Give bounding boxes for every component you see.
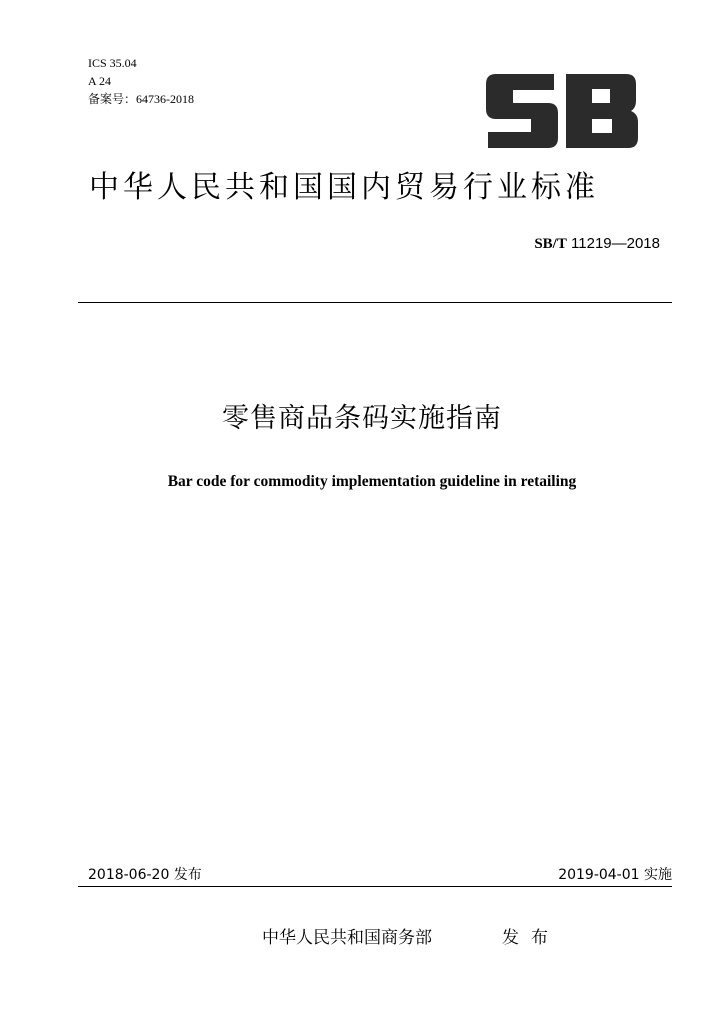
sb-logo-letter-b bbox=[566, 74, 638, 148]
sb-logo bbox=[486, 74, 640, 148]
standard-number-prefix: SB/T bbox=[534, 236, 567, 252]
issuing-authority: 中华人民共和国商务部 bbox=[262, 928, 432, 948]
standard-number bbox=[534, 233, 660, 254]
document-title-chinese: 零售商品条码实施指南 bbox=[222, 403, 502, 434]
standard-category-title: 中华人民共和国国内贸易行业标准 bbox=[89, 170, 599, 205]
sb-logo-graphic bbox=[486, 74, 640, 148]
standard-number-code: 11219—2018 bbox=[566, 235, 660, 252]
top-divider bbox=[78, 302, 672, 303]
issue-date: 2018-06-20 发布 bbox=[88, 867, 202, 883]
document-title-english: Bar code for commodity implementation guideline in retailing bbox=[167, 473, 577, 490]
implementation-date: 2019-04-01 实施 bbox=[558, 867, 672, 883]
record-number: 备案号：64736-2018 bbox=[88, 92, 194, 106]
sb-logo-letter-s bbox=[486, 74, 558, 148]
bottom-divider bbox=[78, 886, 672, 887]
ics-code: ICS 35.04 bbox=[88, 56, 137, 70]
classification-code: A 24 bbox=[88, 74, 112, 88]
publish-label: 发布 bbox=[502, 928, 560, 948]
